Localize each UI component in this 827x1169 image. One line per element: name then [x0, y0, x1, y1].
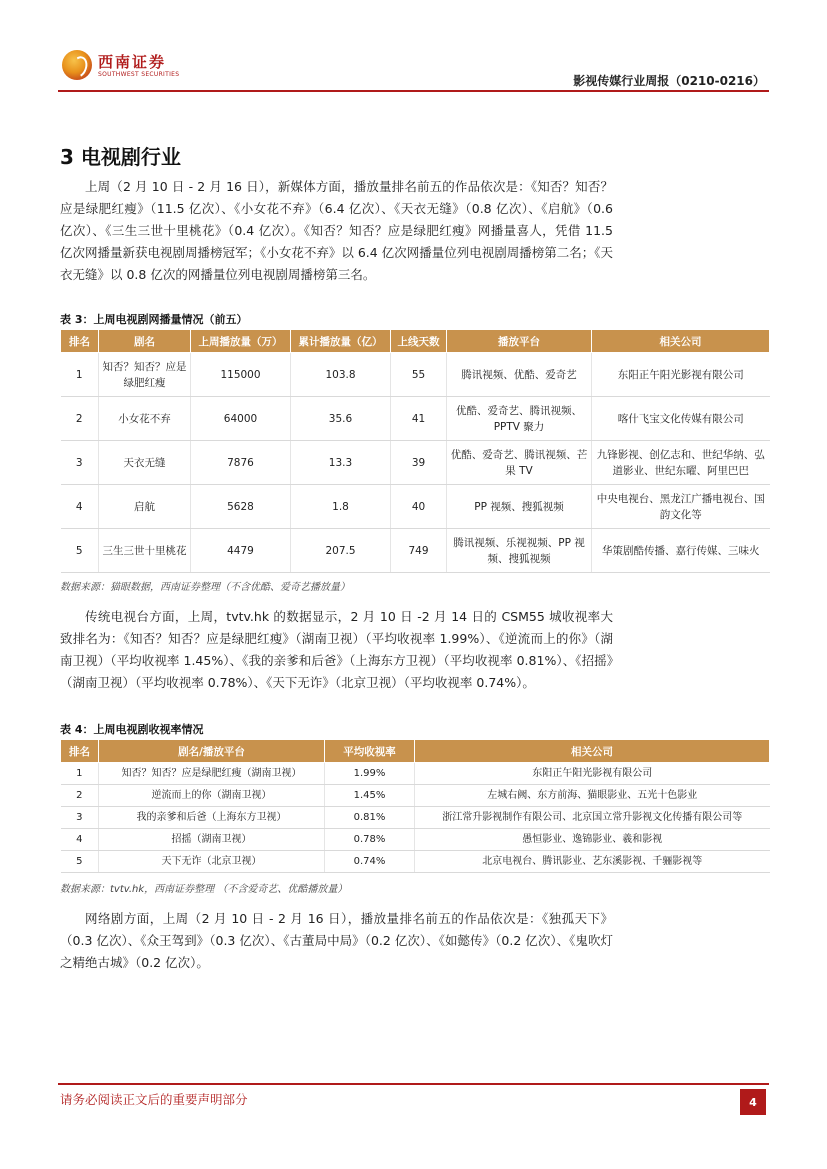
table4-source: 数据来源：tvtv.hk，西南证券整理 （不含爱奇艺、优酷播放量） [60, 884, 348, 895]
paragraph-text: 传统电视台方面，上周，tvtv.hk 的数据显示，2 月 10 日 -2 月 14 日的 CSM55 城收视率大致排名为：《知否？知否？应是绿肥红瘦》（湖南卫视）（平均收视率 1.99%）、《逆流而上的你》（湖南卫视）（平均收视率 1.45%）、《我的亲爹和后爸》（上海东方卫视）（平均收视率 0.81%）、《招摇》（湖南卫视）（平均收视率 0.78%）、《天下无诈》（北京卫视）（平均收视率 0.74%）。 [60, 609, 613, 690]
cell: 5 [61, 529, 99, 573]
logo-emblem-icon [62, 50, 92, 80]
cell: 115000 [191, 353, 291, 397]
cell: 55 [391, 353, 447, 397]
table-row [61, 807, 770, 829]
cell: 0.81% [325, 807, 415, 829]
paragraph-text: 上周（2 月 10 日 - 2 月 16 日），新媒体方面，播放量排名前五的作品依次是：《知否？知否？应是绿肥红瘦》（11.5 亿次）、《小女花不弃》（6.4 亿次）、《天衣无缝》（0.8 亿次）、《启航》（0.6 亿次）、《三生三世十里桃花》（0.4 亿次）。《知否？知否？应是绿肥红瘦》网播量喜人，凭借 11.5 亿次网播量新获电视剧周播榜冠军；《小女花不弃》以 6.4 亿次网播量位列电视剧周播榜第二名；《天衣无缝》以 0.8 亿次的网播量位列电视剧周播榜第三名。 [60, 179, 613, 282]
cell: 华策剧酷传播、嘉行传媒、三味火 [592, 529, 770, 573]
table-row [61, 441, 770, 485]
table-row [61, 763, 770, 785]
header-cell: 相关公司 [415, 740, 770, 763]
cell: 腾讯视频、乐视视频、PP 视频、搜狐视频 [447, 529, 592, 573]
cell: 愚恒影业、逸锦影业、羲和影视 [415, 829, 770, 851]
table-web-views [60, 329, 770, 573]
table3-source: 数据来源：猫眼数据，西南证券整理（不含优酷、爱奇艺播放量） [60, 582, 350, 593]
cell: 4 [61, 485, 99, 529]
cell: 3 [61, 441, 99, 485]
cell: PP 视频、搜狐视频 [447, 485, 592, 529]
table-row [61, 829, 770, 851]
footer-disclaimer: 请务必阅读正文后的重要声明部分 [60, 1092, 248, 1107]
cell: 5628 [191, 485, 291, 529]
cell: 我的亲爹和后爸（上海东方卫视） [99, 807, 325, 829]
cell: 中央电视台、黑龙江广播电视台、国韵文化等 [592, 485, 770, 529]
paragraph-tv-ratings [60, 606, 613, 694]
cell: 64000 [191, 397, 291, 441]
cell: 40 [391, 485, 447, 529]
header-cell: 排名 [61, 330, 99, 353]
cell: 九锋影视、创亿志和、世纪华纳、弘道影业、世纪东曜、阿里巴巴 [592, 441, 770, 485]
cell: 优酷、爱奇艺、腾讯视频、PPTV 聚力 [447, 397, 592, 441]
cell: 2 [61, 397, 99, 441]
cell: 13.3 [291, 441, 391, 485]
cell: 4 [61, 829, 99, 851]
table-row [61, 851, 770, 873]
cell: 天衣无缝 [99, 441, 191, 485]
cell: 7876 [191, 441, 291, 485]
cell: 1 [61, 353, 99, 397]
table-row [61, 485, 770, 529]
cell: 逆流而上的你（湖南卫视） [99, 785, 325, 807]
header-cell: 排名 [61, 740, 99, 763]
cell: 启航 [99, 485, 191, 529]
cell: 35.6 [291, 397, 391, 441]
header-cell: 累计播放量（亿） [291, 330, 391, 353]
paragraph-web-drama [60, 908, 613, 974]
cell: 1 [61, 763, 99, 785]
page-number: 4 [740, 1089, 766, 1115]
paragraph-new-media [60, 176, 613, 286]
cell: 2 [61, 785, 99, 807]
paragraph-text: 网络剧方面，上周（2 月 10 日 - 2 月 16 日），播放量排名前五的作品依次是：《独孤天下》（0.3 亿次）、《众王驾到》（0.3 亿次）、《古董局中局》（0.2 亿次）、《如懿传》（0.2 亿次）、《鬼吹灯之精绝古城》（0.2 亿次）。 [60, 911, 613, 970]
cell: 北京电视台、腾讯影业、艺东溪影视、千骊影视等 [415, 851, 770, 873]
cell: 0.78% [325, 829, 415, 851]
table3-caption: 表 3：上周电视剧网播量情况（前五） [60, 313, 248, 326]
cell: 左城右阙、东方前海、猫眼影业、五光十色影业 [415, 785, 770, 807]
cell: 知否？知否？应是绿肥红瘦（湖南卫视） [99, 763, 325, 785]
cell: 东阳正午阳光影视有限公司 [592, 353, 770, 397]
cell: 0.74% [325, 851, 415, 873]
cell: 小女花不弃 [99, 397, 191, 441]
cell: 1.8 [291, 485, 391, 529]
cell: 东阳正午阳光影视有限公司 [415, 763, 770, 785]
header-cell: 上线天数 [391, 330, 447, 353]
table-header-row [61, 740, 770, 763]
section-title: 3 电视剧行业 [60, 145, 181, 169]
company-logo [62, 48, 182, 86]
header-cell: 剧名 [99, 330, 191, 353]
cell: 41 [391, 397, 447, 441]
cell: 三生三世十里桃花 [99, 529, 191, 573]
cell: 1.45% [325, 785, 415, 807]
cell: 1.99% [325, 763, 415, 785]
table-row [61, 785, 770, 807]
cell: 4479 [191, 529, 291, 573]
header-divider [58, 90, 769, 92]
header-cell: 平均收视率 [325, 740, 415, 763]
table-row [61, 529, 770, 573]
table-header-row [61, 330, 770, 353]
cell: 浙江常升影视制作有限公司、北京国立常升影视文化传播有限公司等 [415, 807, 770, 829]
cell: 优酷、爱奇艺、腾讯视频、芒果 TV [447, 441, 592, 485]
table-row [61, 353, 770, 397]
header-cell: 剧名/播放平台 [99, 740, 325, 763]
cell: 207.5 [291, 529, 391, 573]
logo-chinese-name: 西南证券 [98, 53, 167, 71]
cell: 天下无诈（北京卫视） [99, 851, 325, 873]
cell: 749 [391, 529, 447, 573]
cell: 103.8 [291, 353, 391, 397]
footer-divider [58, 1083, 769, 1085]
report-title: 影视传媒行业周报（0210-0216） [573, 74, 765, 88]
header-cell: 播放平台 [447, 330, 592, 353]
table4-caption: 表 4：上周电视剧收视率情况 [60, 723, 204, 736]
cell: 喀什飞宝文化传媒有限公司 [592, 397, 770, 441]
table-row [61, 397, 770, 441]
header-cell: 上周播放量（万） [191, 330, 291, 353]
cell: 招摇（湖南卫视） [99, 829, 325, 851]
cell: 3 [61, 807, 99, 829]
header-cell: 相关公司 [592, 330, 770, 353]
logo-english-name: SOUTHWEST SECURITIES [98, 71, 180, 78]
cell: 39 [391, 441, 447, 485]
cell: 5 [61, 851, 99, 873]
cell: 腾讯视频、优酷、爱奇艺 [447, 353, 592, 397]
cell: 知否？知否？应是绿肥红瘦 [99, 353, 191, 397]
table-tv-ratings [60, 739, 770, 873]
